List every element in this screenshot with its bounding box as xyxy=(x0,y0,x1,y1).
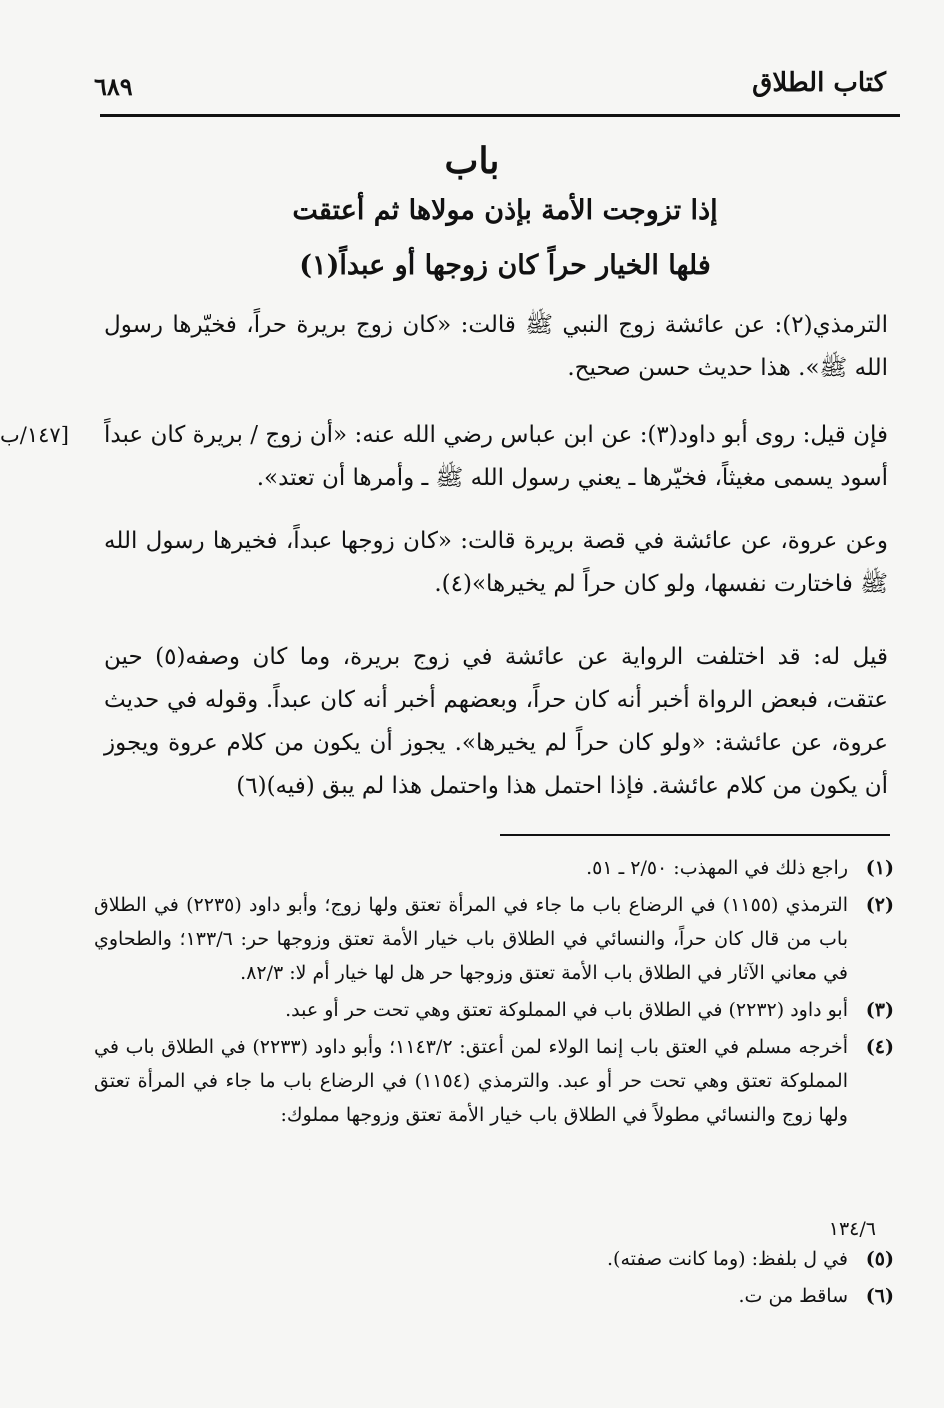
footnotes-continued xyxy=(94,1242,894,1316)
chapter-title-line-2: فلها الخيار حراً كان زوجها أو عبداً(١) xyxy=(299,250,711,281)
footnote xyxy=(94,1279,894,1313)
footnote-number: (٢) xyxy=(865,894,894,916)
footnote xyxy=(94,993,894,1027)
footnote-text: أبو داود (٢٢٣٢) في الطلاق باب في المملوكة تعتق وهي تحت حر أو عبد. xyxy=(285,999,848,1021)
footnote-text: ساقط من ت. xyxy=(738,1285,848,1307)
chapter-word: باب xyxy=(444,140,500,182)
footnote-4-reference: ١٣٤/٦ xyxy=(828,1218,876,1240)
footnotes xyxy=(94,851,894,1135)
paragraph-reply: قيل له: قد اختلفت الرواية عن عائشة في زوج بريرة، وما كان وصفه(٥) حين عتقت، فبعض الرواة أخبر أنه كان حراً، وبعضهم أخبر أنه كان عبداً. وقوله في حديث عروة، عن عائشة: «ولو كان حراً لم يخيرها». يجوز أن يكون من كلام عروة ويجوز أن يكون من كلام عائشة. فإذا احتمل هذا واحتمل هذا لم يبق (فيه)(٦) xyxy=(104,644,888,799)
footnote-number: (٦) xyxy=(865,1285,894,1307)
running-header-title: كتاب الطلاق xyxy=(752,68,886,98)
paragraph-tirmidhi: الترمذي(٢): عن عائشة زوج النبي ﷺ قالت: «كان زوج بريرة حراً، فخيّرها رسول الله ﷺ». هذا حديث حسن صحيح. xyxy=(104,312,888,381)
header-rule xyxy=(100,114,900,117)
footnote-number: (٣) xyxy=(865,999,894,1021)
footnote-text: الترمذي (١١٥٥) في الرضاع باب ما جاء في المرأة تعتق ولها زوج؛ وأبو داود (٢٢٣٥) في الطلاق باب من قال كان حراً، والنسائي في الطلاق باب خيار الأمة تعتق وزوجها حر: ١٣٣/٦؛ والطحاوي في معاني الآثار في الطلاق باب الأمة تعتق وزوجها حر هل لها خيار أم لا: ٨٢/٣. xyxy=(94,894,848,984)
footnote xyxy=(94,1030,894,1132)
footnote-text: أخرجه مسلم في العتق باب إنما الولاء لمن أعتق: ١١٤٣/٢؛ وأبو داود (٢٢٣٣) في الطلاق باب في المملوكة تعتق وهي تحت حر أو عبد. والترمذي (١١٥٤) في الرضاع باب ما جاء في المرأة تعتق ولها زوج والنسائي مطولاً في الطلاق باب خيار الأمة تعتق وزوجها مملوك: xyxy=(94,1036,848,1126)
chapter-title-line-1: إذا تزوجت الأمة بإذن مولاها ثم أعتقت xyxy=(292,195,718,226)
page-number: ٦٨٩ xyxy=(94,72,133,101)
footnote-number: (٤) xyxy=(865,1036,894,1058)
footnote xyxy=(94,1242,894,1276)
footnote-number: (٥) xyxy=(865,1248,894,1270)
paragraph-urwa: وعن عروة، عن عائشة في قصة بريرة قالت: «كان زوجها عبداً، فخيرها رسول الله ﷺ فاختارت نفسها، ولو كان حراً لم يخيرها»(٤). xyxy=(104,528,888,597)
footnote-rule xyxy=(500,834,890,836)
footnote-number: (١) xyxy=(865,857,894,879)
margin-reference: [١٤٧/ب xyxy=(0,423,69,447)
footnote xyxy=(94,888,894,990)
paragraph-objection: فإن قيل: روى أبو داود(٣): عن ابن عباس رضي الله عنه: «أن زوج / بريرة كان عبداً أسود يسمى مغيثاً، فخيّرها ـ يعني رسول الله ﷺ ـ وأمرها أن تعتد». xyxy=(104,422,889,491)
footnote xyxy=(94,851,894,885)
footnote-text: راجع ذلك في المهذب: ٢/٥٠ ـ ٥١. xyxy=(586,857,848,879)
footnote-text: في ل بلفظ: (وما كانت صفته). xyxy=(607,1248,848,1270)
